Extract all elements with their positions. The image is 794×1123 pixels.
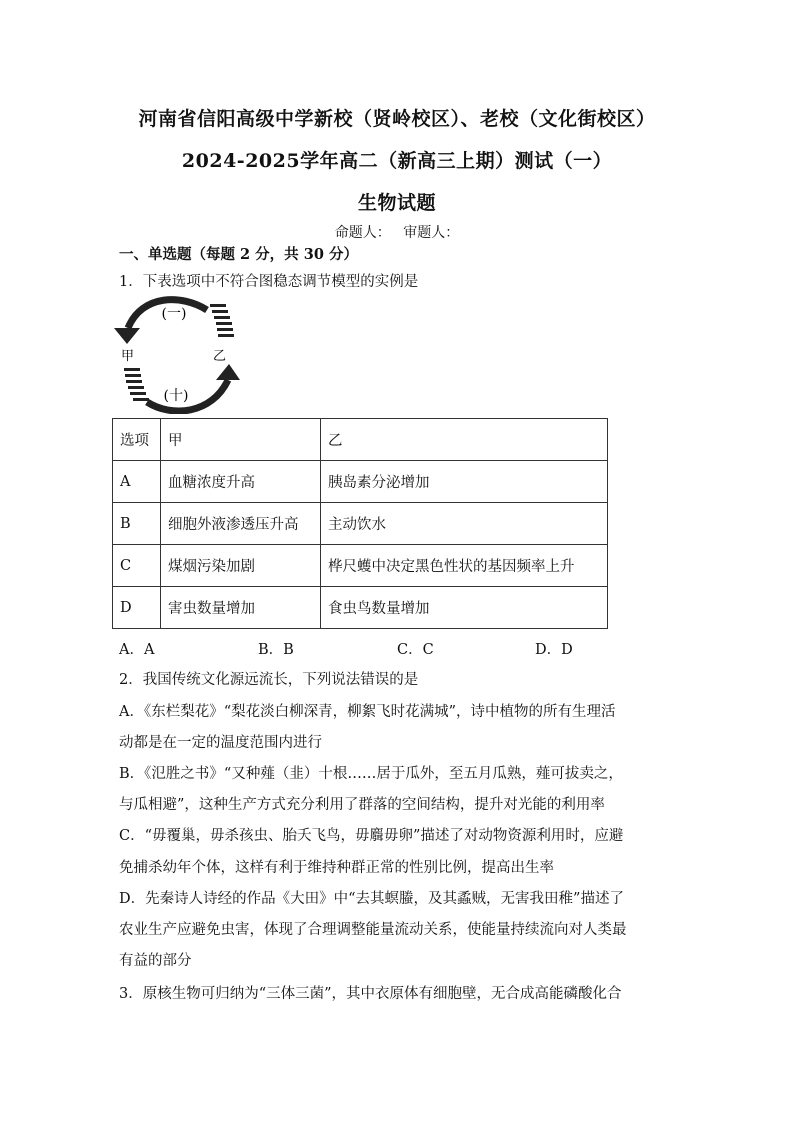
- table-header-row: [113, 419, 608, 461]
- header-jia: 甲: [161, 419, 321, 461]
- table-cell: 煤烟污染加剧: [161, 545, 321, 587]
- top-right-stripes: [210, 304, 234, 337]
- question-2-stem: 2．我国传统文化源远流长，下列说法错误的是: [119, 672, 419, 688]
- subject-title: 生物试题: [357, 192, 436, 214]
- negative-sign-label: (一): [161, 306, 187, 322]
- question-1-stem: 1．下表选项中不符合图稳态调节模型的实例是: [119, 274, 419, 290]
- table-row: [113, 545, 608, 587]
- top-arrowhead: [114, 328, 140, 344]
- answer-option-d[interactable]: D．D: [535, 642, 573, 658]
- positive-sign-label: (十): [163, 388, 189, 404]
- author-line: [0, 222, 794, 242]
- answer-option-a[interactable]: A．A: [119, 642, 155, 658]
- answer-option-b[interactable]: B．B: [258, 642, 294, 658]
- bottom-left-stripes: [124, 368, 149, 401]
- table-cell: 主动饮水: [321, 503, 608, 545]
- table-row: [113, 503, 608, 545]
- table-cell: 食虫鸟数量增加: [321, 587, 608, 629]
- question-2-line: 与瓜相避”，这种生产方式充分利用了群落的空间结构，提升对光能的利用率: [119, 797, 605, 813]
- school-title: 河南省信阳高级中学新校（贤岭校区）、老校（文化街校区）: [138, 108, 656, 130]
- question-2-line: D．先秦诗人诗经的作品《大田》中“去其螟螣，及其蟊贼，无害我田稚”描述了: [119, 891, 624, 907]
- question-2-line: 免捕杀幼年个体，这样有利于维持种群正常的性别比例，提高出生率: [119, 860, 554, 876]
- question-2-line: 动都是在一定的温度范围内进行: [119, 735, 322, 751]
- question-3-stem: 3．原核生物可归纳为“三体三菌”，其中衣原体有细胞壁，无合成高能磷酸化合: [119, 986, 622, 1002]
- table-cell: 桦尺蠖中决定黑色性状的基因频率上升: [321, 545, 608, 587]
- homeostasis-diagram: [112, 296, 242, 414]
- question-2-line: C．“毋覆巢，毋杀孩虫、胎夭飞鸟，毋麛毋卵”描述了对动物资源利用时，应避: [119, 828, 624, 844]
- table-cell: D: [113, 587, 161, 629]
- reviewer-label: 审题人：: [403, 225, 460, 241]
- table-row: [113, 587, 608, 629]
- table-cell: 胰岛素分泌增加: [321, 461, 608, 503]
- exam-title: 2024-2025学年高二（新高三上期）测试（一）: [181, 150, 613, 172]
- table-cell: 细胞外液渗透压升高: [161, 503, 321, 545]
- section-heading: 一、单选题（每题 2 分，共 30 分）: [119, 246, 358, 263]
- header-option: 选项: [113, 419, 161, 461]
- table-cell: 血糖浓度升高: [161, 461, 321, 503]
- table-cell: C: [113, 545, 161, 587]
- table-cell: B: [113, 503, 161, 545]
- author-label: 命题人：: [334, 225, 391, 241]
- table-row: [113, 461, 608, 503]
- question-2-line: B．《氾胜之书》“又种薤（韭）十根……居于瓜外，至五月瓜熟，薤可拔卖之，: [119, 766, 623, 782]
- question-1-table: [112, 418, 608, 629]
- yi-label: 乙: [213, 349, 227, 364]
- bottom-arrowhead: [216, 364, 240, 380]
- answer-option-c[interactable]: C．C: [397, 642, 434, 658]
- jia-label: 甲: [121, 349, 135, 364]
- question-2-line: 农业生产应避免虫害，体现了合理调整能量流动关系，使能量持续流向对人类最: [119, 922, 627, 938]
- table-cell: 害虫数量增加: [161, 587, 321, 629]
- question-2-line: 有益的部分: [119, 953, 192, 969]
- header-yi: 乙: [321, 419, 608, 461]
- question-2-line: A．《东栏梨花》“梨花淡白柳深青，柳絮飞时花满城”，诗中植物的所有生理活: [119, 704, 616, 720]
- table-cell: A: [113, 461, 161, 503]
